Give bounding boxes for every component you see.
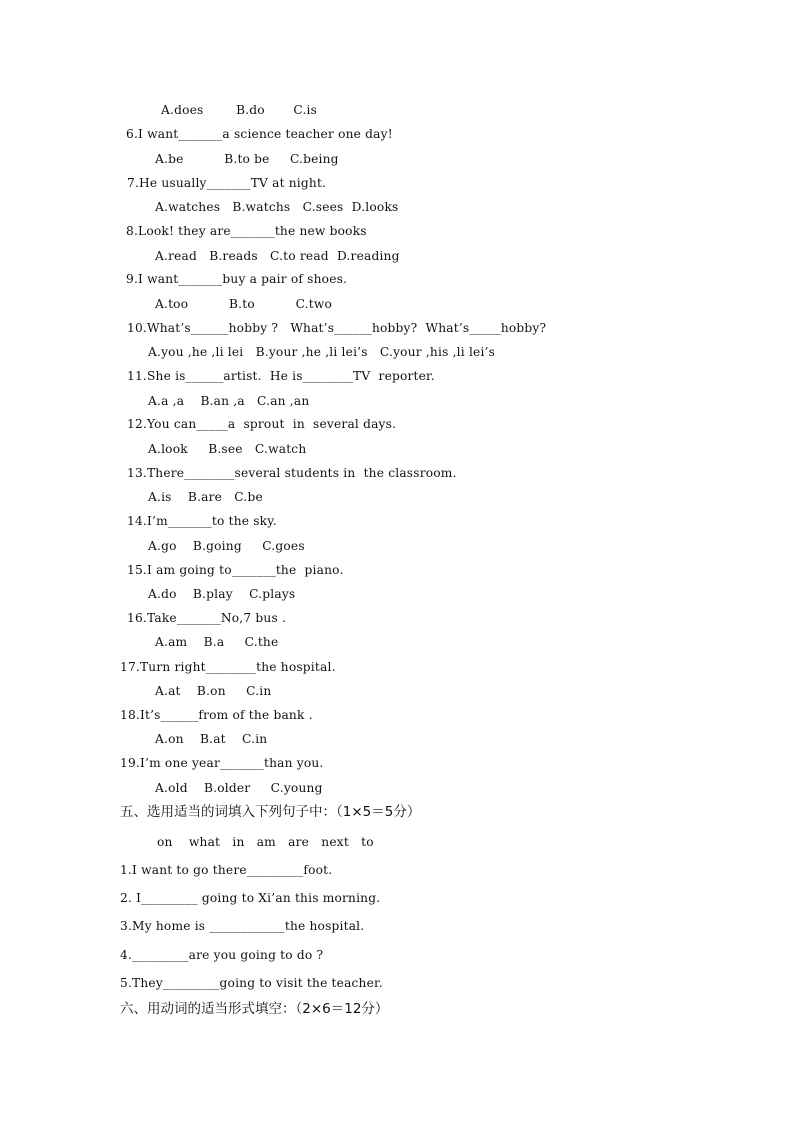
question-10: 10.What’s______hobby ? What’s______hobby? What’s_____hobby? <box>127 321 547 335</box>
q11-options: A.a ,a B.an ,a C.an ,an <box>148 394 310 408</box>
section-5-title: 五、选用适当的词填入下列句子中：（1×5＝5分） <box>120 804 421 820</box>
question-14: 14.I’m_______to the sky. <box>127 514 277 528</box>
question-7: 7.He usually_______TV at night. <box>127 176 327 190</box>
q6-options: A.be B.to be C.being <box>155 152 339 166</box>
q14-options: A.go B.going C.goes <box>148 539 305 553</box>
q13-options: A.is B.are C.be <box>148 490 263 504</box>
q16-options: A.am B.a C.the <box>155 635 279 649</box>
question-12: 12.You can_____a sprout in several days. <box>127 417 397 431</box>
question-15: 15.I am going to_______the piano. <box>127 563 344 577</box>
word-bank: on what in am are next to <box>157 835 374 849</box>
section-5-item-3: 3.My home is ____________the hospital. <box>120 919 365 933</box>
question-16: 16.Take_______No,7 bus . <box>127 611 287 625</box>
question-13: 13.There________several students in the classroom. <box>127 466 457 480</box>
q17-options: A.at B.on C.in <box>155 684 272 698</box>
question-11: 11.She is______artist. He is________TV reporter. <box>127 369 435 383</box>
section-5-item-1: 1.I want to go there_________foot. <box>120 863 333 877</box>
q12-options: A.look B.see C.watch <box>148 442 307 456</box>
section-5-item-5: 5.They_________going to visit the teacher. <box>120 976 383 990</box>
question-6: 6.I want_______a science teacher one day! <box>126 127 393 141</box>
section-5-item-2: 2. I_________ going to Xi’an this morning. <box>120 891 381 905</box>
q7-options: A.watches B.watchs C.sees D.looks <box>155 200 399 214</box>
q8-options: A.read B.reads C.to read D.reading <box>155 249 400 263</box>
section-5-item-4: 4._________are you going to do ? <box>120 948 324 962</box>
q5-options: A.does B.do C.is <box>161 103 318 117</box>
q10-options: A.you ,he ,li lei B.your ,he ,li lei’s C.your ,his ,li lei’s <box>148 345 496 359</box>
q19-options: A.old B.older C.young <box>155 781 323 795</box>
q18-options: A.on B.at C.in <box>155 732 268 746</box>
question-17: 17.Turn right________the hospital. <box>120 660 336 674</box>
question-18: 18.It’s______from of the bank . <box>120 708 313 722</box>
question-8: 8.Look! they are_______the new books <box>126 224 367 238</box>
q9-options: A.too B.to C.two <box>155 297 333 311</box>
section-6-title: 六、用动词的适当形式填空：（2×6＝12分） <box>120 1001 389 1017</box>
question-9: 9.I want_______buy a pair of shoes. <box>126 272 348 286</box>
q15-options: A.do B.play C.plays <box>148 587 296 601</box>
question-19: 19.I’m one year_______than you. <box>120 756 324 770</box>
